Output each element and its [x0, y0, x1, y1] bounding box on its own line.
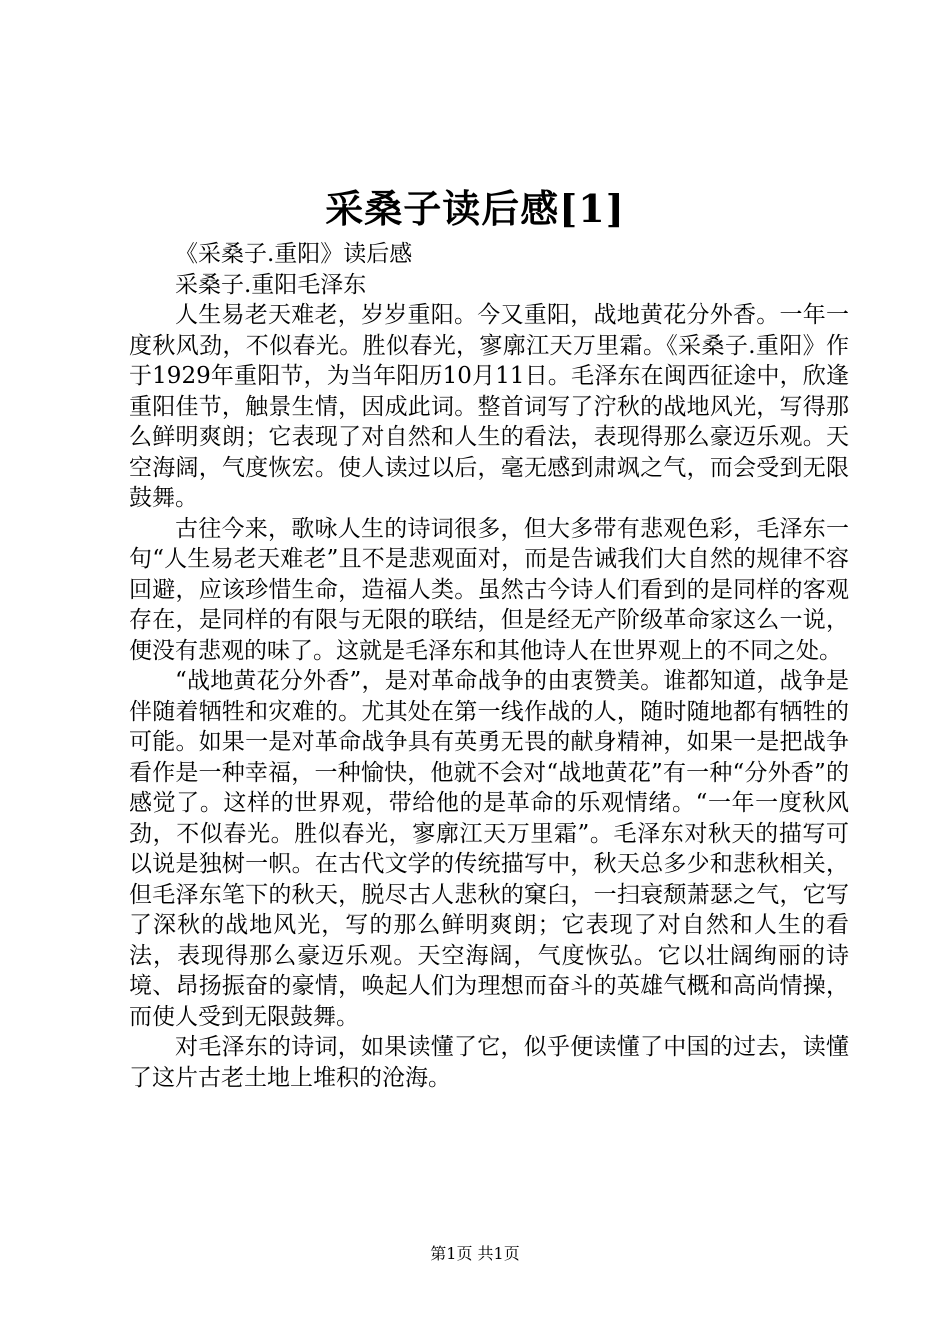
body-paragraph-3: “战地黄花分外香”，是对革命战争的由衷赞美。谁都知道，战争是伴随着牺牲和灾难的。尤其处在第一线作战的人，随时随地都有牺牲的可能。如果一是对革命战争具有英勇无畏的献身精神，如果一是把战争看作是一种幸福，一种愉快，他就不会对“战地黄花”有一种“分外香”的感觉了。这样的世界观，带给他的是革命的乐观情绪。“一年一度秋风劲，不似春光。胜似春光，寥廓江天万里霜”。毛泽东对秋天的描写可以说是独树一帜。在古代文学的传统描写中，秋天总多少和悲秋相关，但毛泽东笔下的秋天，脱尽古人悲秋的窠臼，一扫衰颓萧瑟之气，它写了深秋的战地风光，写的那么鲜明爽朗；它表现了对自然和人生的看法，表现得那么豪迈乐观。天空海阔，气度恢弘。它以壮阔绚丽的诗境、昂扬振奋的豪情，唤起人们为理想而奋斗的英雄气概和高尚情操，而使人受到无限鼓舞。	[129, 668, 849, 1030]
body-paragraph-4: 对毛泽东的诗词，如果读懂了它，似乎便读懂了中国的过去，读懂了这片古老土地上堆积的沧海。	[129, 1034, 849, 1091]
body-paragraph-2: 古往今来，歌咏人生的诗词很多，但大多带有悲观色彩，毛泽东一句“人生易老天难老”且不是悲观面对，而是告诫我们大自然的规律不容回避，应该珍惜生命，造福人类。虽然古今诗人们看到的是同样的客观存在，是同样的有限与无限的联结，但是经无产阶级革命家这么一说，便没有悲观的味了。这就是毛泽东和其他诗人在世界观上的不同之处。	[129, 515, 849, 664]
poem-heading-paragraph: 采桑子.重阳毛泽东	[175, 271, 367, 298]
page-footer: 第1页 共1页	[430, 1244, 520, 1263]
document-title: 采桑子读后感[1]	[325, 186, 625, 231]
subtitle-paragraph: 《采桑子.重阳》读后感	[175, 241, 413, 267]
document-body	[129, 239, 849, 1093]
body-paragraph-1: 人生易老天难老，岁岁重阳。今又重阳，战地黄花分外香。一年一度秋风劲，不似春光。胜似春光，寥廓江天万里霜。《采桑子.重阳》作于1929年重阳节，为当年阳历10月11日。毛泽东在闽西征途中，欣逢重阳佳节，触景生情，因成此词。整首词写了泞秋的战地风光，写得那么鲜明爽朗；它表现了对自然和人生的看法，表现得那么豪迈乐观。天空海阔，气度恢宏。使人读过以后，毫无感到肃飒之气，而会受到无限鼓舞。	[129, 302, 849, 511]
